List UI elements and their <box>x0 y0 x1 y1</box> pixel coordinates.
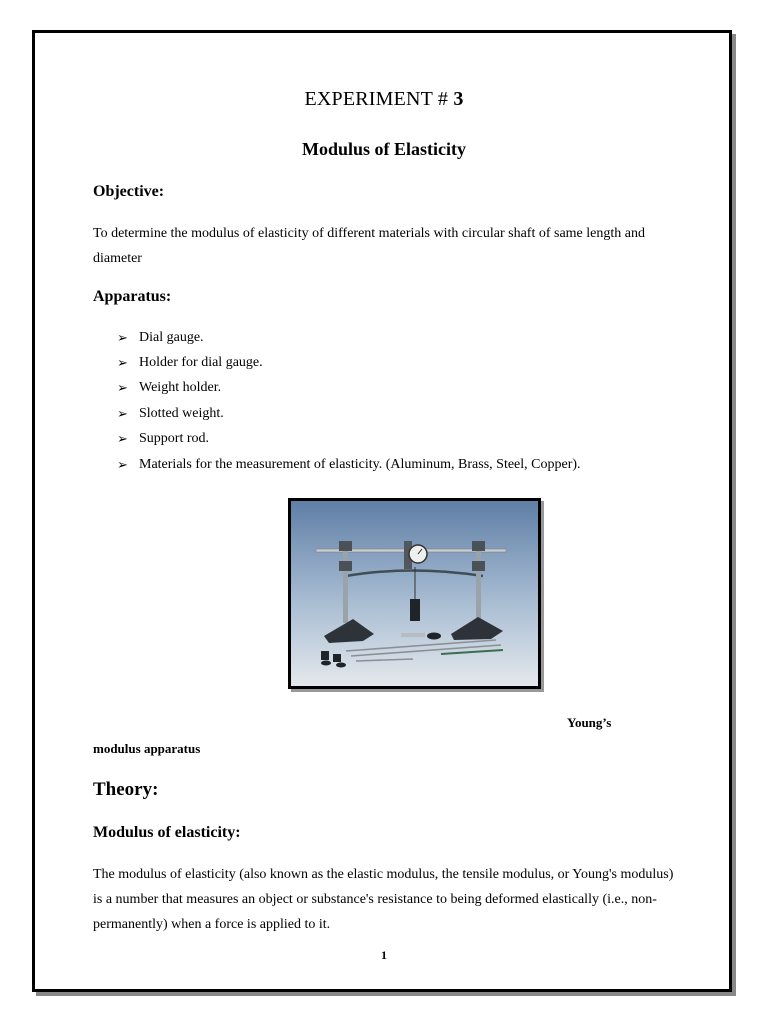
theory-heading: Theory: <box>93 779 159 800</box>
modulus-heading: Modulus of elasticity: <box>93 824 241 841</box>
apparatus-heading: Apparatus: <box>93 288 172 305</box>
list-item: ➢ Slotted weight. <box>117 405 224 421</box>
modulus-text: The modulus of elasticity (also known as the elastic modulus, the tensile modulus, or Young's modulus) is a number that measures an object or substance's resistance to being deformed elastically (i.e., non-permanently) when a force is applied to it. <box>93 867 674 932</box>
arrow-bullet-icon: ➢ <box>117 456 128 472</box>
figure-caption-part1: Young’s <box>567 715 612 730</box>
page-title: EXPERIMENT # 3 <box>304 88 464 110</box>
apparatus-list <box>117 325 581 477</box>
arrow-bullet-icon: ➢ <box>117 405 128 421</box>
list-item: ➢ Weight holder. <box>117 380 222 396</box>
list-item: ➢ Dial gauge. <box>117 329 204 345</box>
figure-caption-part2: modulus apparatus <box>93 741 201 756</box>
objective-text: To determine the modulus of elasticity of different materials with circular shaft of same length and diameter <box>93 226 645 266</box>
list-item: ➢ Support rod. <box>117 431 209 447</box>
page-number: 1 <box>381 948 387 962</box>
arrow-bullet-icon: ➢ <box>117 355 128 371</box>
arrow-bullet-icon: ➢ <box>117 329 128 345</box>
objective-heading: Objective: <box>93 183 165 200</box>
arrow-bullet-icon: ➢ <box>117 380 128 396</box>
arrow-bullet-icon: ➢ <box>117 431 128 447</box>
page-subtitle: Modulus of Elasticity <box>301 139 466 159</box>
list-item: ➢ Holder for dial gauge. <box>117 355 263 371</box>
list-item: ➢ Materials for the measurement of elasticity. (Aluminum, Brass, Steel, Copper). <box>117 456 581 472</box>
youngs-modulus-apparatus-image <box>288 498 541 689</box>
